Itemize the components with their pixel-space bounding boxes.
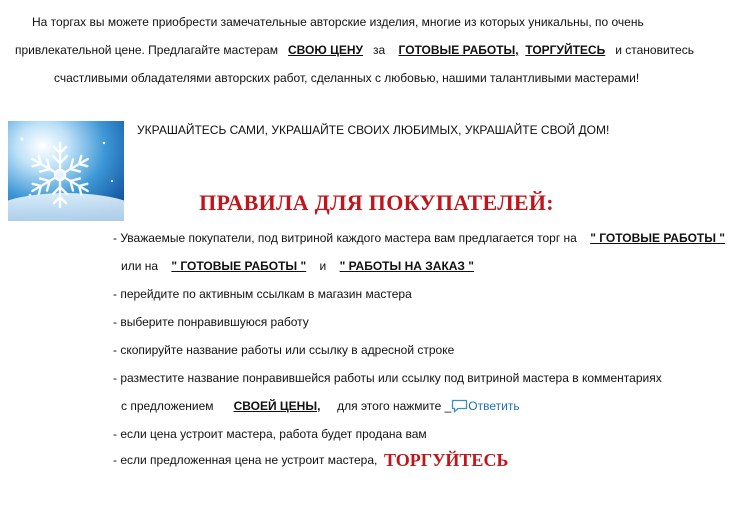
slogan <box>137 122 609 138</box>
bargain-link[interactable]: ТОРГУЙТЕСЬ <box>525 43 606 57</box>
intro-text-3: счастливыми обладателями авторских работ, сделанных с любовью, нашими талантливыми мастерами! <box>54 71 640 85</box>
rule-1-continued <box>121 258 474 274</box>
rule-6-text: - если цена устроит мастера, работа будет продана вам <box>113 427 427 441</box>
rule-1 <box>113 230 725 246</box>
intro-text-1: На торгах вы можете приобрести замечательные авторские изделия, многие из которых уникальны, по очень <box>32 15 644 29</box>
page-title: ПРАВИЛА ДЛЯ ПОКУПАТЕЛЕЙ: <box>199 190 554 215</box>
rule-5-text: - разместите название понравившейся работы или ссылку под витриной мастера в комментариях <box>113 371 662 385</box>
intro-line-1 <box>32 14 644 30</box>
reply-link[interactable]: Ответить <box>468 399 520 413</box>
rule-2 <box>113 286 412 302</box>
rule-1b-text: или на <box>121 259 159 273</box>
rule-4-text: - скопируйте название работы или ссылку в адресной строке <box>113 343 455 357</box>
slogan-text: УКРАШАЙТЕСЬ САМИ, УКРАШАЙТЕ СВОИХ ЛЮБИМЫХ, УКРАШАЙТЕ СВОЙ ДОМ! <box>137 123 610 137</box>
custom-works-link[interactable]: " РАБОТЫ НА ЗАКАЗ " <box>339 259 474 273</box>
ready-works-link-2[interactable]: " ГОТОВЫЕ РАБОТЫ " <box>171 259 307 273</box>
rule-4 <box>113 342 454 358</box>
comment-bubble-icon[interactable] <box>451 399 468 417</box>
intro-line-2 <box>15 42 694 58</box>
rule-5-continued <box>121 398 520 417</box>
intro-text-2-end: и становитесь <box>615 43 694 57</box>
your-price-link-rule[interactable]: СВОЕЙ ЦЕНЫ, <box>233 399 321 413</box>
rule-5b-mid: для этого нажмите _ <box>337 399 452 413</box>
ready-works-link-rule[interactable]: " ГОТОВЫЕ РАБОТЫ " <box>590 231 725 245</box>
rule-5 <box>113 370 662 386</box>
rule-7 <box>113 452 508 468</box>
intro-text-2: привлекательной цене. Предлагайте мастерам <box>15 43 278 57</box>
rule-3 <box>113 314 309 330</box>
rule-1-text: - Уважаемые покупатели, под витриной каждого мастера вам предлагается торг на <box>113 231 577 245</box>
rule-3-text: - выберите понравившуюся работу <box>113 315 309 329</box>
rule-6 <box>113 426 427 442</box>
your-price-link[interactable]: СВОЮ ЦЕНУ <box>288 43 363 57</box>
rule-2-text: - перейдите по активным ссылкам в магазин мастера <box>113 287 412 301</box>
rule-1b-and: и <box>319 259 327 273</box>
rule-7-text: - если предложенная цена не устроит мастера, <box>113 453 378 467</box>
rule-5b-text: с предложением <box>121 399 214 413</box>
intro-line-3 <box>54 70 639 86</box>
intro-za: за <box>373 43 386 57</box>
ready-works-link[interactable]: ГОТОВЫЕ РАБОТЫ, <box>398 43 519 57</box>
bargain-emphasis: ТОРГУЙТЕСЬ <box>384 450 509 470</box>
